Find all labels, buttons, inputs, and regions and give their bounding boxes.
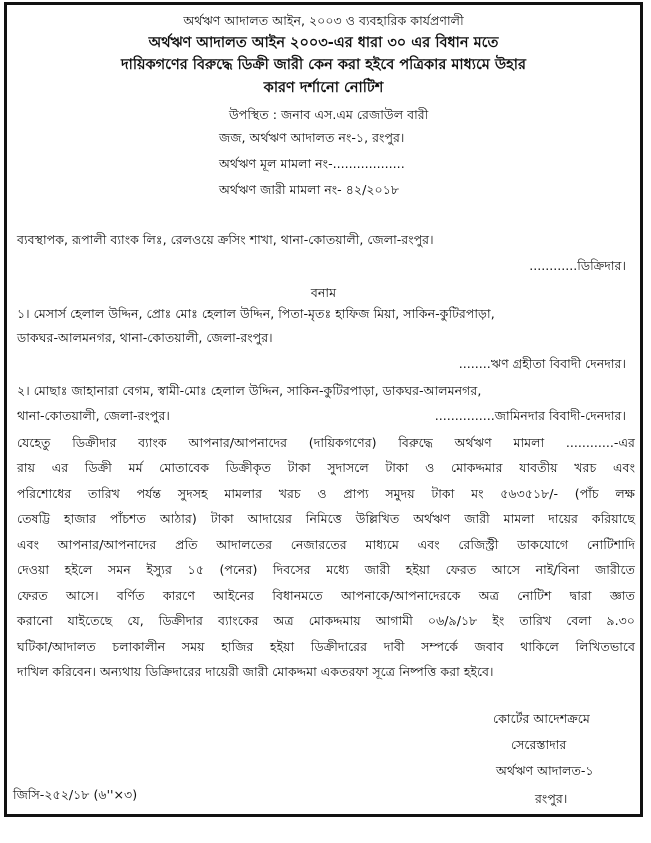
body-line-10: দাখিল করিবেন। অন্যথায় ডিক্রিদারের দায়েরী জারী মোকদ্দমা একতরফা সূত্রে নিষ্পত্তি করা হইবে। xyxy=(17,664,494,679)
plaintiff-text: ব্যবস্থাপক, রূপালী ব্যাংক লিঃ, রেলওয়ে ক্রসিং শাখা, থানা-কোতয়ালী, জেলা-রংপুর। xyxy=(17,232,434,247)
body-line-9: ঘটিকা/আদালত চলাকালীন সময় হাজির হইয়া ডিক্রীদারের দাবী সম্পর্কে জবাব থাকিলে লিখিতভাবে xyxy=(17,639,635,654)
defendant-2-line-2: থানা-কোতয়ালী, জেলা-রংপুর। xyxy=(17,408,170,423)
court-order-label: কোর্টের আদেশক্রমে xyxy=(493,711,590,726)
court-name: অর্থঋণ আদালত-১ xyxy=(496,763,594,778)
defendant-2-role: ...............জামিনদার বিবাদী-দেনদার। xyxy=(434,408,626,423)
judge-designation: জজ, অর্থঋণ আদালত নং-১, রংপুর। xyxy=(219,130,405,145)
defendant-1-line-1: ১। মেসার্স হেলাল উদ্দিন, প্রোঃ মোঃ হেলাল উদ্দিন, পিতা-মৃতঃ হাফিজ মিয়া, সাকিন-কুটিরপাড়া, xyxy=(17,306,495,321)
body-line-8: করানো যাইতেছে যে, ডিক্রীদার ব্যাংকের অত্র মোকদ্দমায় আগামী ০৬/৯/১৮ ইং তারিখ বেলা ৯.৩০ xyxy=(17,613,635,628)
notice-title-line-2: দায়িকগণের বিরুদ্ধে ডিক্রী জারী কেন করা হইবে পত্রিকার মাধ্যমে উহার xyxy=(121,57,526,73)
body-line-3: পরিশোধের তারিখ পর্যন্ত সুদসহ মামলার খরচ ও প্রাপ্য সমুদয় টাকা মং ৫৬৩৫১৮/- (পাঁচ লক্ষ xyxy=(17,486,635,501)
act-title: অর্থঋণ আদালত আইন, ২০০৩ ও ব্যবহারিক কার্যপ্রণালী xyxy=(183,13,464,28)
body-line-2: রায় এর ডিক্রী মর্ম মোতাবেক ডিক্রীকৃত টাকা সুদাসলে টাকা ও মোকদ্দমার যাবতীয় খরচ এবং xyxy=(17,460,635,475)
defendant-2-line-1: ২। মোছাঃ জাহানারা বেগম, স্বামী-মোঃ হেলাল উদ্দিন, সাকিন-কুটিরপাড়া, ডাকঘর-আলমনগর, xyxy=(17,383,482,398)
body-line-4: তেষট্টি হাজার পাঁচশত আঠার) টাকা আদায়ের নিমিত্তে উল্লিখিত অর্থঋণ জারী মামলা দায়ের করিয়াছে xyxy=(17,511,635,526)
versus-label: বনাম xyxy=(310,285,337,300)
court-city: রংপুর। xyxy=(535,791,568,806)
notice-title-line-1: অর্থঋণ আদালত আইন ২০০৩-এর ধারা ৩০ এর বিধান মতে xyxy=(148,35,499,51)
court-notice xyxy=(4,2,643,817)
plaintiff-role: ............ডিক্রিদার। xyxy=(529,258,626,273)
body-line-1: যেহেতু ডিক্রীদার ব্যাংক আপনার/আপনাদের (দায়িকগণের) বিরুদ্ধে অর্থঋণ মামলা ............-এর xyxy=(17,435,635,450)
defendant-1-role: ........ঋণ গ্রহীতা বিবাদী দেনদার। xyxy=(458,356,626,371)
body-line-7: ফেরত আসে। বর্ণিত কারণে আইনের বিধানমতে আপনাকে/আপনাদেরকে অত্র নোটিশ দ্বারা জ্ঞাত xyxy=(17,588,635,603)
body-line-5: এবং আপনার/আপনাদের প্রতি আদালতের নেজারতের মাধ্যমে এবং রেজিস্ট্রী ডাকযোগে নোটিশাদি xyxy=(17,537,635,552)
notice-code: জিসি-২৫২/১৮ (৬''×৩) xyxy=(13,787,138,802)
defendant-1-line-2: ডাকঘর-আলমনগর, থানা-কোতয়ালী, জেলা-রংপুর। xyxy=(17,330,273,345)
body-line-6: দেওয়া হইলে সমন ইস্যুর ১৫ (পনের) দিবসের মধ্যে জারী হইয়া ফেরত আসে নাই/বিনা জারীতে xyxy=(17,562,635,577)
clerk-title: সেরেস্তাদার xyxy=(511,737,567,752)
execution-case-number: অর্থঋণ জারী মামলা নং- ৪২/২০১৮ xyxy=(219,182,400,197)
present-judge: উপস্থিত : জনাব এস.এম রেজাউল বারী xyxy=(229,107,429,122)
main-case-number: অর্থঋণ মূল মামলা নং-.................. xyxy=(219,156,405,171)
notice-title-line-3: কারণ দর্শানো নোটিশ xyxy=(263,80,384,96)
